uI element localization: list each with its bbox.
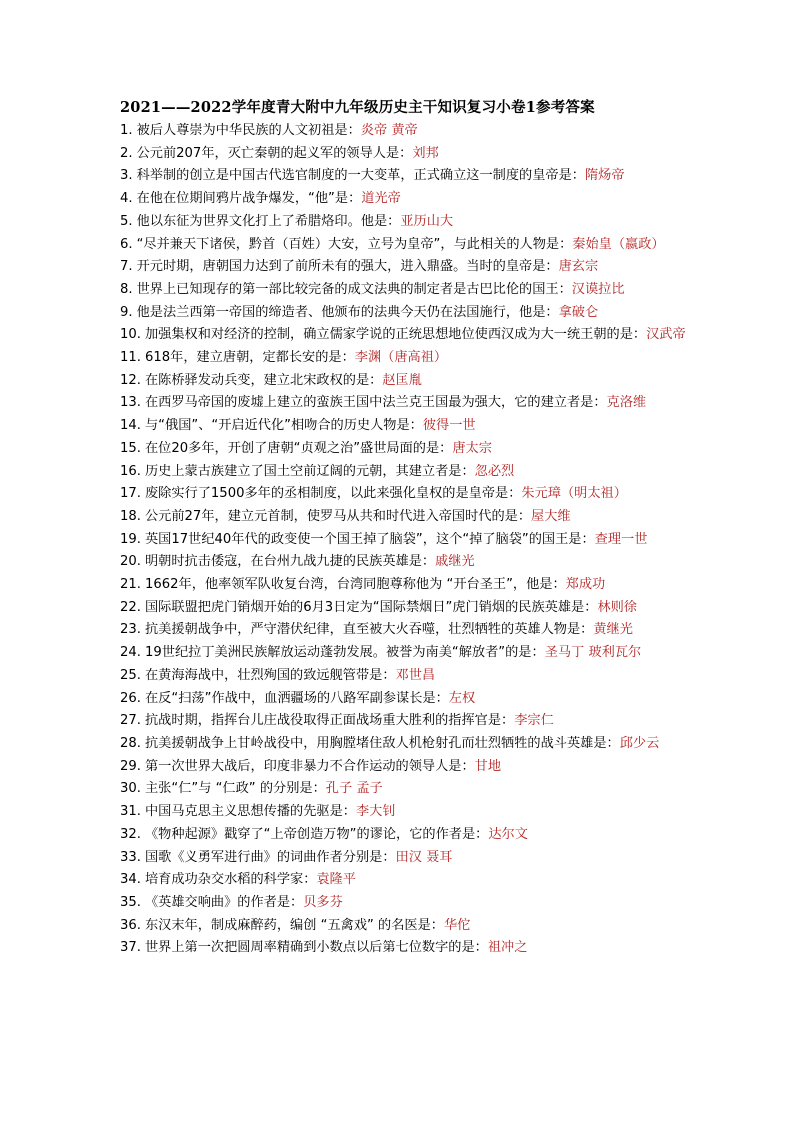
- item-answer: 汉谟拉比: [571, 281, 625, 297]
- item-answer: 郑成功: [565, 577, 606, 593]
- item-number: 19.: [120, 531, 141, 547]
- item-answer: 道光帝: [361, 191, 401, 207]
- item-number: 16.: [120, 463, 141, 479]
- item-number: 31.: [120, 804, 141, 820]
- item-question: 《物种起源》戳穿了“上帝创造万物”的谬论，它的作者是：: [144, 826, 489, 842]
- item-number: 10.: [120, 327, 141, 343]
- page-title: 2021——2022学年度青大附中九年级历史主干知识复习小卷1参考答案: [120, 99, 595, 116]
- item-number: 6.: [120, 236, 133, 252]
- item-question: 第一次世界大战后，印度非暴力不合作运动的领导人是：: [144, 758, 475, 774]
- item-question: 历史上蒙古族建立了国土空前辽阔的元朝，其建立者是：: [144, 463, 475, 479]
- item-answer: 查理一世: [594, 531, 648, 547]
- list-item: [120, 143, 686, 166]
- item-answer: 秦始皇（嬴政）: [572, 236, 665, 252]
- list-item: [120, 619, 686, 642]
- item-answer: 炎帝 黄帝: [360, 123, 418, 138]
- item-answer: 屋大维: [531, 508, 571, 524]
- item-answer: 李大钊: [355, 804, 396, 820]
- item-number: 14.: [120, 418, 141, 434]
- list-item: [120, 256, 686, 279]
- item-question: 抗美援朝战争中，严守潜伏纪律，直至被大火吞噬，壮烈牺牲的英雄人物是：: [144, 622, 594, 638]
- item-question: 19世纪拉丁美洲民族解放运动蓬勃发展。被誉为南美“解放者”的是：: [144, 645, 545, 661]
- list-item: [120, 324, 686, 347]
- item-answer: 李渊（唐高祖）: [354, 350, 448, 366]
- item-question: “尽并兼天下诸侯，黔首（百姓）大安，立号为皇帝”，与此相关的人物是：: [136, 236, 573, 252]
- item-answer: 邱少云: [619, 735, 660, 751]
- item-answer: 祖冲之: [487, 940, 528, 956]
- item-number: 13.: [120, 395, 141, 411]
- item-answer: 华佗: [443, 917, 471, 933]
- list-item: [120, 279, 686, 302]
- item-number: 20.: [120, 554, 141, 570]
- item-number: 22.: [120, 599, 141, 615]
- item-question: 公元前207年，灭亡秦朝的起义军的领导人是：: [136, 145, 413, 161]
- item-answer: 忽必烈: [474, 463, 515, 479]
- item-number: 24.: [120, 645, 141, 661]
- item-number: 3.: [120, 168, 133, 184]
- item-answer: 朱元璋（明太祖）: [521, 486, 627, 502]
- list-item: [120, 597, 686, 620]
- item-number: 28.: [120, 735, 141, 751]
- item-answer: 赵匡胤: [382, 372, 422, 388]
- item-question: 世界上第一次把圆周率精确到小数点以后第七位数字的是：: [144, 940, 488, 956]
- item-question: 废除实行了1500多年的丞相制度，以此来强化皇权的是皇帝是：: [144, 486, 522, 502]
- item-answer: 甘地: [474, 758, 502, 774]
- item-question: 在反“扫荡”作战中，血洒疆场的八路军副参谋长是：: [144, 690, 449, 706]
- list-item: [120, 529, 686, 552]
- list-item: [120, 506, 686, 529]
- item-question: 东汉末年，制成麻醉药，编创 “五禽戏” 的名医是：: [144, 917, 444, 933]
- list-item: [120, 392, 686, 415]
- item-question: 《英雄交响曲》的作者是：: [144, 894, 304, 910]
- item-answer: 唐玄宗: [558, 259, 599, 275]
- item-answer: 左权: [448, 690, 476, 706]
- item-question: 培育成功杂交水稻的科学家：: [144, 872, 317, 888]
- list-item: [120, 370, 686, 393]
- item-question: 英国17世纪40年代的政变使一个国王掉了脑袋”，这个“掉了脑袋”的国王是：: [144, 531, 595, 547]
- item-number: 12.: [120, 372, 141, 388]
- item-answer: 戚继光: [435, 554, 475, 570]
- list-item: [120, 778, 686, 801]
- item-question: 开元时期，唐朝国力达到了前所未有的强大，进入鼎盛。当时的皇帝是：: [136, 259, 559, 275]
- item-number: 15.: [120, 440, 141, 456]
- item-answer: 袁隆平: [316, 872, 356, 888]
- list-item: [120, 847, 686, 870]
- item-answer: 汉武帝: [646, 327, 686, 343]
- item-number: 23.: [120, 622, 141, 638]
- list-item: [120, 756, 686, 779]
- list-item: [120, 869, 686, 892]
- list-item: [120, 461, 686, 484]
- item-number: 4.: [120, 191, 133, 207]
- item-question: 国歌《义勇军进行曲》的词曲作者分别是：: [144, 849, 396, 865]
- item-question: 在他在位期间鸦片战争爆发，“他”是：: [136, 191, 362, 207]
- list-item: [120, 801, 686, 824]
- item-number: 29.: [120, 758, 141, 774]
- item-answer: 贝多芬: [303, 894, 343, 910]
- item-question: 明朝时抗击倭寇，在台州九战九捷的民族英雄是：: [144, 554, 436, 570]
- item-question: 在西罗马帝国的废墟上建立的蛮族王国中法兰克王国最为强大，它的建立者是：: [144, 395, 607, 411]
- item-answer: 孔子 孟子: [325, 781, 383, 797]
- item-question: 618年，建立唐朝，定都长安的是：: [144, 350, 355, 366]
- item-number: 2.: [120, 145, 133, 161]
- item-question: 中国马克思主义思想传播的先驱是：: [144, 804, 356, 820]
- item-answer: 彼得一世: [422, 418, 476, 434]
- list-item: [120, 574, 686, 597]
- item-number: 9.: [120, 304, 133, 320]
- item-number: 8.: [120, 281, 133, 297]
- item-number: 37.: [120, 940, 141, 956]
- item-answer: 黄继光: [593, 622, 633, 638]
- list-item: [120, 892, 686, 915]
- item-answer: 圣马丁 玻利瓦尔: [544, 645, 642, 661]
- item-answer: 克洛维: [606, 395, 647, 411]
- list-item: [120, 915, 686, 938]
- item-answer: 李宗仁: [514, 713, 554, 729]
- list-item: [120, 665, 686, 688]
- list-item: [120, 302, 686, 325]
- item-number: 18.: [120, 508, 141, 524]
- item-answer: 邓世昌: [395, 667, 436, 683]
- item-number: 26.: [120, 690, 141, 706]
- list-item: [120, 165, 686, 188]
- item-number: 25.: [120, 667, 141, 683]
- item-number: 11.: [120, 350, 141, 366]
- item-answer: 亚历山大: [400, 213, 454, 229]
- item-question: 国际联盟把虎门销烟开始的6月3日定为“国际禁烟日”虎门销烟的民族英雄是：: [144, 599, 598, 615]
- item-question: 在陈桥驿发动兵变，建立北宋政权的是：: [144, 372, 383, 388]
- item-number: 32.: [120, 826, 141, 842]
- item-number: 27.: [120, 713, 141, 729]
- item-question: 被后人尊崇为中华民族的人文初祖是：: [136, 123, 361, 138]
- item-answer: 拿破仑: [558, 304, 599, 320]
- item-question: 1662年，他率领军队收复台湾，台湾同胞尊称他为 “开台圣王”，他是：: [144, 577, 566, 593]
- list-item: [120, 710, 686, 733]
- item-question: 与“俄国”、“开启近代化”相吻合的历史人物是：: [144, 418, 423, 434]
- list-item: [120, 688, 686, 711]
- item-question: 在位20多年，开创了唐朝“贞观之治”盛世局面的是：: [144, 440, 453, 456]
- item-question: 他是法兰西第一帝国的缔造者、他颁布的法典今天仍在法国施行，他是：: [136, 304, 559, 320]
- list-item: [120, 415, 686, 438]
- item-question: 他以东征为世界文化打上了希腊烙印。他是：: [136, 213, 401, 229]
- list-item: [120, 551, 686, 574]
- list-item: [120, 438, 686, 461]
- item-number: 33.: [120, 849, 141, 865]
- item-question: 世界上已知现存的第一部比较完备的成文法典的制定者是古巴比伦的国王：: [136, 281, 572, 297]
- item-answer: 刘邦: [412, 145, 439, 161]
- item-number: 30.: [120, 781, 141, 797]
- item-answer: 隋炀帝: [584, 168, 625, 184]
- list-item: [120, 937, 686, 960]
- item-question: 抗美援朝战争上甘岭战役中，用胸膛堵住敌人机枪射孔而壮烈牺牲的战斗英雄是：: [144, 735, 620, 751]
- item-number: 17.: [120, 486, 141, 502]
- item-answer: 唐太宗: [452, 440, 492, 456]
- item-question: 主张“仁”与 “仁政” 的分别是：: [144, 781, 326, 797]
- item-answer: 林则徐: [597, 599, 637, 615]
- answer-list: [120, 120, 686, 960]
- list-item: [120, 347, 686, 370]
- item-number: 5.: [120, 213, 133, 229]
- list-item: [120, 733, 686, 756]
- item-question: 科举制的创立是中国古代选官制度的一大变革，正式确立这一制度的皇帝是：: [136, 168, 585, 184]
- list-item: [120, 211, 686, 234]
- item-number: 36.: [120, 917, 141, 933]
- item-question: 加强集权和对经济的控制，确立儒家学说的正统思想地位使西汉成为大一统王朝的是：: [144, 327, 647, 343]
- list-item: [120, 824, 686, 847]
- item-number: 35.: [120, 894, 141, 910]
- item-number: 34.: [120, 872, 141, 888]
- item-number: 1.: [120, 123, 133, 138]
- item-question: 抗战时期，指挥台儿庄战役取得正面战场重大胜利的指挥官是：: [144, 713, 515, 729]
- list-item: [120, 188, 686, 211]
- list-item: [120, 483, 686, 506]
- item-number: 7.: [120, 259, 133, 275]
- list-item: [120, 234, 686, 257]
- item-question: 在黄海海战中，壮烈殉国的致远舰管带是：: [144, 667, 396, 683]
- item-question: 公元前27年，建立元首制，使罗马从共和时代进入帝国时代的是：: [144, 508, 532, 524]
- item-number: 21.: [120, 577, 141, 593]
- list-item: [120, 642, 686, 665]
- list-item: [120, 120, 686, 143]
- item-answer: 达尔文: [488, 826, 528, 842]
- item-answer: 田汉 聂耳: [395, 849, 453, 865]
